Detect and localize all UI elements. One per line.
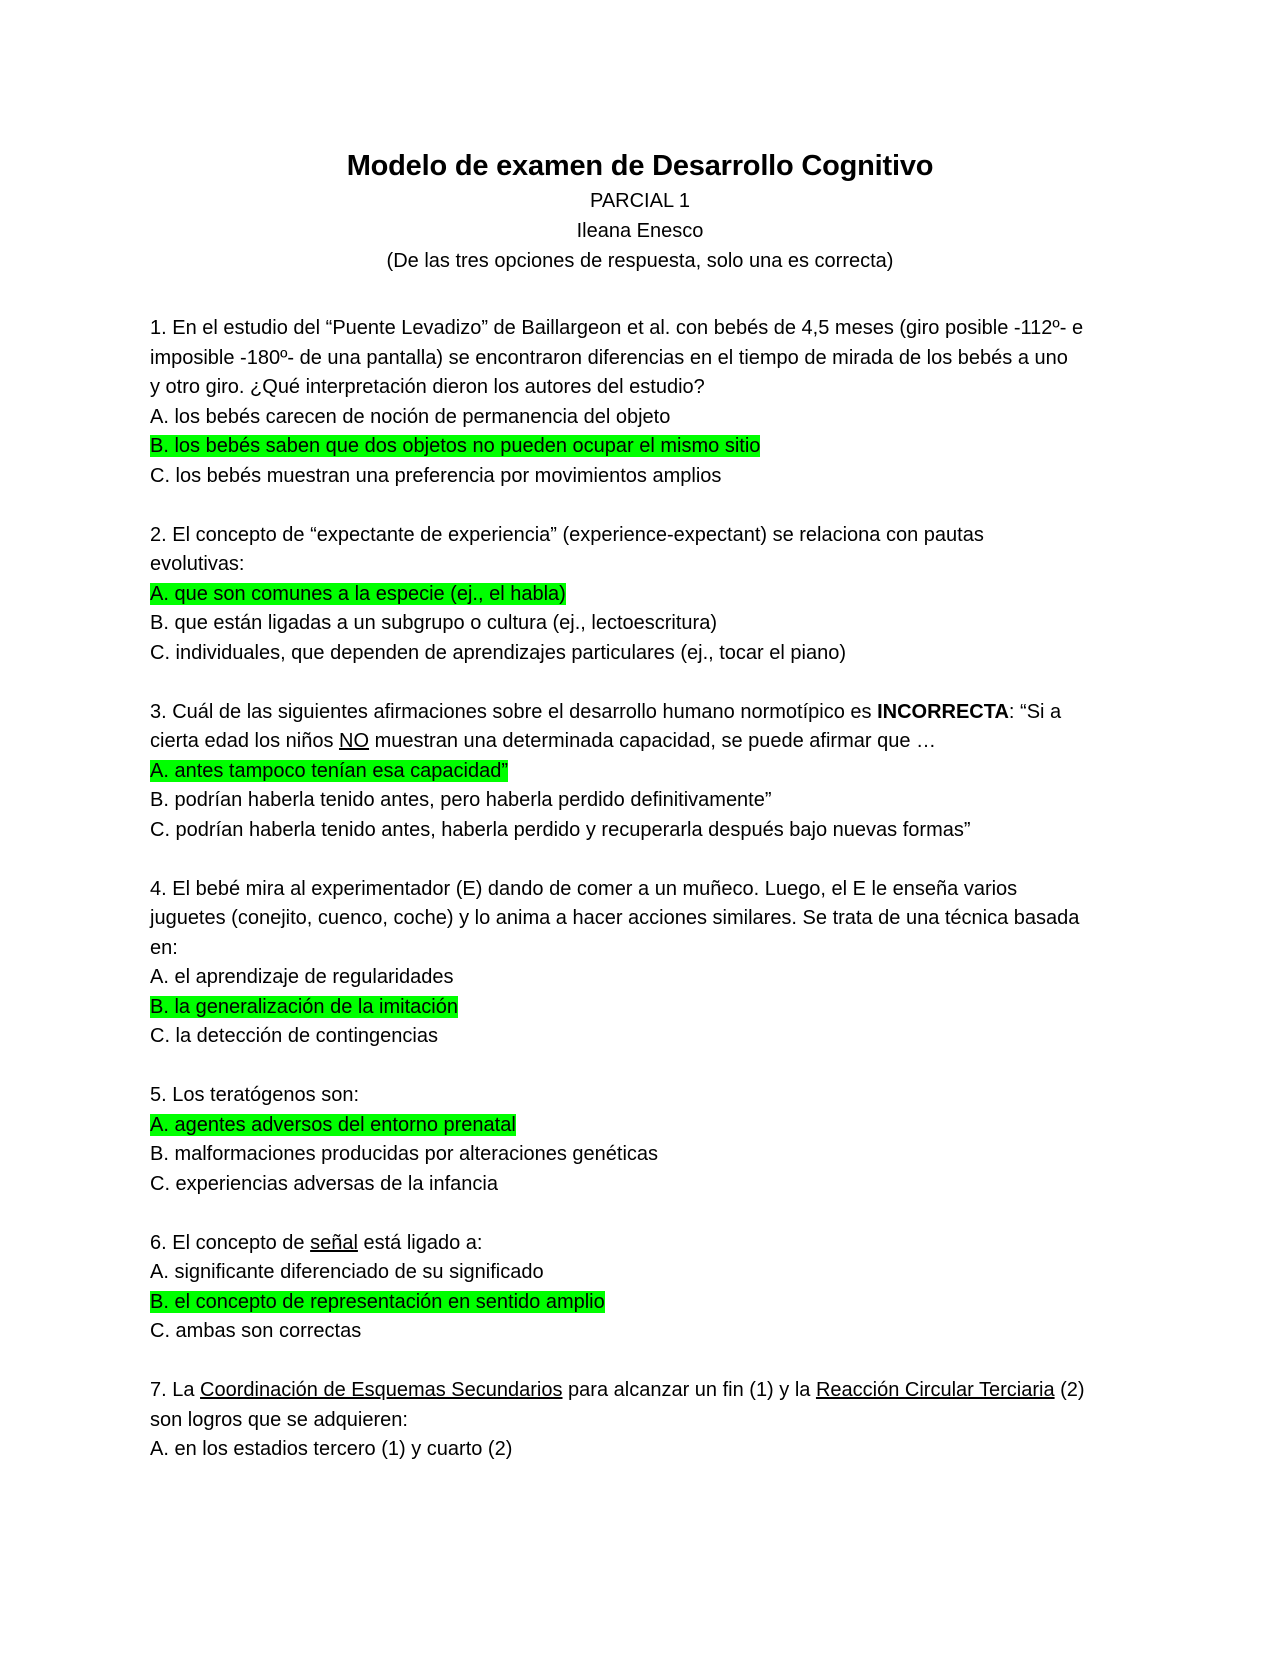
question-2-option-c: C. individuales, que dependen de aprendizajes particulares (ej., tocar el piano): [150, 641, 846, 664]
question-2-stem-line: 2. El concepto de “expectante de experiencia” (experience-expectant) se relaciona con pautas: [150, 523, 984, 546]
question-1-option-c: C. los bebés muestran una preferencia por movimientos amplios: [150, 464, 722, 487]
question-7-option-a: A. en los estadios tercero (1) y cuarto (2): [150, 1438, 513, 1460]
exam-author: Ileana Enesco: [576, 220, 704, 242]
exam-header: [0, 146, 1280, 276]
incorrecta-emphasis: INCORRECTA: [877, 700, 1009, 723]
question-4-option-c: C. la detección de contingencias: [150, 1025, 438, 1047]
exam-title: Modelo de examen de Desarrollo Cognitivo: [346, 150, 934, 182]
reaccion-term: Reacción Circular Terciaria: [815, 1379, 1055, 1401]
question-3-stem-line: 3. Cuál de las siguientes afirmaciones sobre el desarrollo humano normotípico es INCORRECTA: “Si a: [150, 700, 1062, 723]
question-4: [150, 875, 1130, 1052]
exam-questions: [150, 314, 1130, 1465]
question-3-option-a-correct: [150, 757, 1130, 787]
correct-answer-highlight: B. los bebés saben que dos objetos no pueden ocupar el mismo sitio: [150, 435, 761, 457]
senal-term: señal: [310, 1231, 358, 1254]
correct-answer-highlight: B. el concepto de representación en sentido amplio: [150, 1290, 605, 1313]
question-6-option-a: A. significante diferenciado de su significado: [150, 1261, 544, 1283]
question-5-option-c: C. experiencias adversas de la infancia: [150, 1172, 498, 1195]
question-7: [150, 1376, 1130, 1465]
question-7-stem-line: 7. La Coordinación de Esquemas Secundarios para alcanzar un fin (1) y la Reacción Circular Terciaria (2): [150, 1379, 1085, 1401]
question-1-stem-line: 1. En el estudio del “Puente Levadizo” de Baillargeon et al. con bebés de 4,5 meses (giro posible -112º- e: [150, 317, 1084, 339]
question-3-option-b: B. podrían haberla tenido antes, pero haberla perdido definitivamente”: [150, 789, 772, 811]
question-1: [150, 314, 1130, 491]
question-6: [150, 1229, 1130, 1347]
question-2-stem-line: evolutivas:: [150, 553, 245, 575]
correct-answer-highlight: B. la generalización de la imitación: [150, 995, 458, 1018]
question-1-stem-line: imposible -180º- de una pantalla) se encontraron diferencias en el tiempo de mirada de los bebés a uno: [150, 346, 1068, 369]
question-6-option-b-correct: [150, 1288, 1130, 1318]
no-emphasis: NO: [339, 730, 370, 752]
question-4-option-a: A. el aprendizaje de regularidades: [150, 966, 454, 988]
coordinacion-term: Coordinación de Esquemas Secundarios: [200, 1379, 563, 1401]
question-5-option-a-correct: [150, 1111, 1130, 1141]
question-7-stem-line: son logros que se adquieren:: [150, 1408, 408, 1431]
question-3-option-c: C. podrían haberla tenido antes, haberla perdido y recuperarla después bajo nuevas formas”: [150, 818, 971, 841]
question-3-stem-line: cierta edad los niños NO muestran una determinada capacidad, se puede afirmar que …: [150, 730, 937, 752]
question-5-option-b: B. malformaciones producidas por alteraciones genéticas: [150, 1143, 659, 1165]
question-5-stem-line: 5. Los teratógenos son:: [150, 1084, 360, 1106]
exam-partial-label: PARCIAL 1: [589, 190, 691, 212]
question-1-option-b-correct: [150, 432, 1130, 462]
question-5: [150, 1081, 1130, 1199]
question-4-option-b-correct: [150, 993, 1130, 1023]
question-4-stem-line: juguetes (conejito, cuenco, coche) y lo anima a hacer acciones similares. Se trata de una técnica basada: [150, 907, 1080, 929]
question-6-option-c: C. ambas son correctas: [150, 1320, 362, 1342]
question-4-stem-line: 4. El bebé mira al experimentador (E) dando de comer a un muñeco. Luego, el E le enseña varios: [150, 877, 1018, 900]
question-2-option-b: B. que están ligadas a un subgrupo o cultura (ej., lectoescritura): [150, 612, 717, 634]
question-1-option-a: A. los bebés carecen de noción de permanencia del objeto: [150, 405, 671, 428]
correct-answer-highlight: A. que son comunes a la especie (ej., el habla): [150, 582, 566, 605]
exam-instructions: (De las tres opciones de respuesta, solo una es correcta): [386, 250, 894, 272]
correct-answer-highlight: A. antes tampoco tenían esa capacidad”: [150, 759, 509, 782]
question-2-option-a-correct: [150, 580, 1130, 610]
question-1-stem-line: y otro giro. ¿Qué interpretación dieron los autores del estudio?: [150, 376, 705, 398]
question-2: [150, 521, 1130, 669]
correct-answer-highlight: A. agentes adversos del entorno prenatal: [150, 1113, 516, 1136]
question-4-stem-line: en:: [150, 936, 178, 959]
question-3: [150, 698, 1130, 846]
question-6-stem-line: 6. El concepto de señal está ligado a:: [150, 1231, 483, 1254]
